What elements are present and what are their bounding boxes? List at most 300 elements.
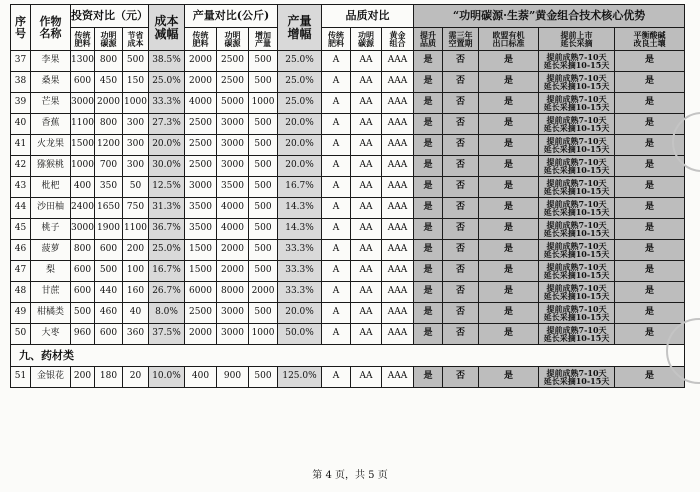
cell-crop: 菠萝 bbox=[31, 240, 71, 261]
cell-eu: 是 bbox=[479, 282, 539, 303]
cell-improve: 是 bbox=[414, 219, 443, 240]
cell-soil: 是 bbox=[615, 72, 685, 93]
cell-improve: 是 bbox=[414, 72, 443, 93]
cell-trad: 960 bbox=[71, 324, 95, 345]
cell-y-add: 500 bbox=[249, 177, 278, 198]
cell-idle: 否 bbox=[443, 177, 479, 198]
cell-soil: 是 bbox=[615, 51, 685, 72]
header-cost-reduction: 成本 减幅 bbox=[149, 5, 185, 51]
cell-eu: 是 bbox=[479, 261, 539, 282]
cell-eu: 是 bbox=[479, 156, 539, 177]
cell-no: 40 bbox=[11, 114, 31, 135]
cell-q-gold: AAA bbox=[382, 156, 414, 177]
cell-early: 提前成熟7-10天 延长采摘10-15天 bbox=[539, 282, 615, 303]
cell-q-gm: AA bbox=[351, 93, 382, 114]
table-row bbox=[11, 282, 685, 303]
cell-q-gm: AA bbox=[351, 367, 382, 388]
cell-gm: 1650 bbox=[95, 198, 123, 219]
cell-q-gm: AA bbox=[351, 51, 382, 72]
cell-trad: 1100 bbox=[71, 114, 95, 135]
table-row bbox=[11, 303, 685, 324]
cell-save: 40 bbox=[123, 303, 149, 324]
comparison-table bbox=[10, 4, 685, 388]
cell-soil: 是 bbox=[615, 135, 685, 156]
cell-save: 500 bbox=[123, 51, 149, 72]
cell-y-gm: 4000 bbox=[217, 219, 249, 240]
cell-q-trad: A bbox=[322, 93, 351, 114]
cell-gm: 2000 bbox=[95, 93, 123, 114]
header-quality-gold: 黄金 组合 bbox=[382, 28, 414, 51]
cell-save: 1000 bbox=[123, 93, 149, 114]
cell-improve: 是 bbox=[414, 198, 443, 219]
cell-q-gm: AA bbox=[351, 324, 382, 345]
cell-y-inc: 20.0% bbox=[278, 156, 322, 177]
cell-q-gm: AA bbox=[351, 135, 382, 156]
cell-soil: 是 bbox=[615, 156, 685, 177]
cell-q-trad: A bbox=[322, 72, 351, 93]
cell-idle: 否 bbox=[443, 303, 479, 324]
cell-early: 提前成熟7-10天 延长采摘10-15天 bbox=[539, 135, 615, 156]
cell-y-gm: 3000 bbox=[217, 324, 249, 345]
cell-y-trad: 2500 bbox=[185, 114, 217, 135]
cell-save: 100 bbox=[123, 261, 149, 282]
cell-soil: 是 bbox=[615, 219, 685, 240]
table-row bbox=[11, 156, 685, 177]
cell-trad: 800 bbox=[71, 240, 95, 261]
cell-q-trad: A bbox=[322, 135, 351, 156]
cell-y-trad: 4000 bbox=[185, 93, 217, 114]
cell-y-trad: 2000 bbox=[185, 324, 217, 345]
cell-gm: 800 bbox=[95, 114, 123, 135]
cell-soil: 是 bbox=[615, 367, 685, 388]
cell-early: 提前成熟7-10天 延长采摘10-15天 bbox=[539, 177, 615, 198]
cell-idle: 否 bbox=[443, 51, 479, 72]
cell-no: 51 bbox=[11, 367, 31, 388]
cell-y-gm: 900 bbox=[217, 367, 249, 388]
cell-gm: 500 bbox=[95, 261, 123, 282]
cell-improve: 是 bbox=[414, 177, 443, 198]
cell-improve: 是 bbox=[414, 282, 443, 303]
cell-y-gm: 5000 bbox=[217, 93, 249, 114]
cell-eu: 是 bbox=[479, 135, 539, 156]
cell-reduce: 16.7% bbox=[149, 261, 185, 282]
cell-y-inc: 14.3% bbox=[278, 219, 322, 240]
cell-q-gold: AAA bbox=[382, 282, 414, 303]
cell-reduce: 33.3% bbox=[149, 93, 185, 114]
cell-q-trad: A bbox=[322, 156, 351, 177]
cell-y-add: 500 bbox=[249, 51, 278, 72]
table-row bbox=[11, 261, 685, 282]
cell-q-gold: AAA bbox=[382, 51, 414, 72]
cell-idle: 否 bbox=[443, 198, 479, 219]
header-quality-trad: 传统 肥料 bbox=[322, 28, 351, 51]
cell-save: 300 bbox=[123, 156, 149, 177]
cell-no: 39 bbox=[11, 93, 31, 114]
cell-y-inc: 25.0% bbox=[278, 51, 322, 72]
header-adv-idle: 需三年 空置期 bbox=[443, 28, 479, 51]
cell-early: 提前成熟7-10天 延长采摘10-15天 bbox=[539, 303, 615, 324]
cell-reduce: 31.3% bbox=[149, 198, 185, 219]
cell-q-trad: A bbox=[322, 51, 351, 72]
cell-y-add: 500 bbox=[249, 198, 278, 219]
cell-improve: 是 bbox=[414, 240, 443, 261]
cell-q-gold: AAA bbox=[382, 114, 414, 135]
header-row-2 bbox=[11, 28, 685, 51]
cell-no: 49 bbox=[11, 303, 31, 324]
cell-soil: 是 bbox=[615, 114, 685, 135]
cell-reduce: 25.0% bbox=[149, 72, 185, 93]
cell-reduce: 12.5% bbox=[149, 177, 185, 198]
cell-soil: 是 bbox=[615, 177, 685, 198]
cell-eu: 是 bbox=[479, 367, 539, 388]
cell-y-add: 500 bbox=[249, 240, 278, 261]
cell-y-add: 500 bbox=[249, 303, 278, 324]
cell-q-gm: AA bbox=[351, 156, 382, 177]
cell-trad: 1300 bbox=[71, 51, 95, 72]
cell-y-inc: 25.0% bbox=[278, 93, 322, 114]
cell-q-gm: AA bbox=[351, 261, 382, 282]
cell-y-trad: 2500 bbox=[185, 135, 217, 156]
cell-idle: 否 bbox=[443, 114, 479, 135]
cell-y-gm: 8000 bbox=[217, 282, 249, 303]
cell-save: 300 bbox=[123, 135, 149, 156]
cell-save: 160 bbox=[123, 282, 149, 303]
cell-gm: 460 bbox=[95, 303, 123, 324]
cell-idle: 否 bbox=[443, 282, 479, 303]
cell-trad: 3000 bbox=[71, 219, 95, 240]
cell-soil: 是 bbox=[615, 303, 685, 324]
cell-early: 提前成熟7-10天 延长采摘10-15天 bbox=[539, 219, 615, 240]
cell-early: 提前成熟7-10天 延长采摘10-15天 bbox=[539, 93, 615, 114]
cell-gm: 1200 bbox=[95, 135, 123, 156]
cell-y-inc: 20.0% bbox=[278, 303, 322, 324]
table-row bbox=[11, 219, 685, 240]
cell-trad: 600 bbox=[71, 282, 95, 303]
cell-y-gm: 3000 bbox=[217, 303, 249, 324]
cell-q-gm: AA bbox=[351, 198, 382, 219]
cell-q-gold: AAA bbox=[382, 303, 414, 324]
cell-y-trad: 2000 bbox=[185, 72, 217, 93]
cell-gm: 600 bbox=[95, 240, 123, 261]
cell-eu: 是 bbox=[479, 219, 539, 240]
cell-save: 20 bbox=[123, 367, 149, 388]
header-invest: 投资对比（元） bbox=[71, 5, 149, 28]
cell-improve: 是 bbox=[414, 114, 443, 135]
cell-crop: 甘蔗 bbox=[31, 282, 71, 303]
cell-reduce: 10.0% bbox=[149, 367, 185, 388]
cell-q-trad: A bbox=[322, 198, 351, 219]
cell-y-gm: 3000 bbox=[217, 135, 249, 156]
cell-gm: 700 bbox=[95, 156, 123, 177]
cell-eu: 是 bbox=[479, 198, 539, 219]
cell-q-gm: AA bbox=[351, 282, 382, 303]
cell-y-inc: 20.0% bbox=[278, 114, 322, 135]
cell-trad: 500 bbox=[71, 303, 95, 324]
cell-save: 200 bbox=[123, 240, 149, 261]
cell-q-gold: AAA bbox=[382, 93, 414, 114]
cell-idle: 否 bbox=[443, 324, 479, 345]
cell-trad: 200 bbox=[71, 367, 95, 388]
cell-y-trad: 3500 bbox=[185, 198, 217, 219]
cell-early: 提前成熟7-10天 延长采摘10-15天 bbox=[539, 72, 615, 93]
cell-y-inc: 33.3% bbox=[278, 261, 322, 282]
cell-eu: 是 bbox=[479, 114, 539, 135]
header-invest-trad: 传统 肥料 bbox=[71, 28, 95, 51]
cell-soil: 是 bbox=[615, 324, 685, 345]
cell-y-gm: 2000 bbox=[217, 240, 249, 261]
cell-gm: 180 bbox=[95, 367, 123, 388]
header-crop: 作物 名称 bbox=[31, 5, 71, 51]
cell-no: 48 bbox=[11, 282, 31, 303]
header-yield-gm: 功明 碳源 bbox=[217, 28, 249, 51]
cell-y-trad: 3000 bbox=[185, 177, 217, 198]
cell-y-add: 1000 bbox=[249, 93, 278, 114]
cell-gm: 450 bbox=[95, 72, 123, 93]
cell-q-trad: A bbox=[322, 367, 351, 388]
cell-y-inc: 14.3% bbox=[278, 198, 322, 219]
cell-q-trad: A bbox=[322, 219, 351, 240]
cell-improve: 是 bbox=[414, 93, 443, 114]
cell-no: 47 bbox=[11, 261, 31, 282]
cell-gm: 800 bbox=[95, 51, 123, 72]
cell-y-trad: 400 bbox=[185, 367, 217, 388]
cell-gm: 600 bbox=[95, 324, 123, 345]
cell-no: 38 bbox=[11, 72, 31, 93]
cell-crop: 沙田柚 bbox=[31, 198, 71, 219]
cell-q-gold: AAA bbox=[382, 367, 414, 388]
cell-idle: 否 bbox=[443, 93, 479, 114]
cell-no: 44 bbox=[11, 198, 31, 219]
cell-improve: 是 bbox=[414, 303, 443, 324]
header-advantage: “功明碳源·生萘”黄金组合技术核心优势 bbox=[414, 5, 685, 28]
cell-early: 提前成熟7-10天 延长采摘10-15天 bbox=[539, 114, 615, 135]
cell-reduce: 27.3% bbox=[149, 114, 185, 135]
cell-y-add: 500 bbox=[249, 219, 278, 240]
cell-q-trad: A bbox=[322, 324, 351, 345]
header-yield-increase: 产量 增幅 bbox=[278, 5, 322, 51]
cell-y-inc: 20.0% bbox=[278, 135, 322, 156]
cell-crop: 梨 bbox=[31, 261, 71, 282]
cell-q-gold: AAA bbox=[382, 324, 414, 345]
cell-gm: 1900 bbox=[95, 219, 123, 240]
cell-y-trad: 2500 bbox=[185, 303, 217, 324]
cell-crop: 金银花 bbox=[31, 367, 71, 388]
header-quality-gm: 功明 碳源 bbox=[351, 28, 382, 51]
header-yield-trad: 传统 肥料 bbox=[185, 28, 217, 51]
cell-q-trad: A bbox=[322, 177, 351, 198]
cell-trad: 600 bbox=[71, 261, 95, 282]
cell-y-add: 500 bbox=[249, 114, 278, 135]
cell-crop: 桃子 bbox=[31, 219, 71, 240]
cell-improve: 是 bbox=[414, 324, 443, 345]
header-quality: 品质对比 bbox=[322, 5, 414, 28]
cell-y-gm: 3000 bbox=[217, 114, 249, 135]
cell-early: 提前成熟7-10天 延长采摘10-15天 bbox=[539, 156, 615, 177]
cell-soil: 是 bbox=[615, 261, 685, 282]
cell-reduce: 36.7% bbox=[149, 219, 185, 240]
cell-trad: 600 bbox=[71, 72, 95, 93]
cell-q-gold: AAA bbox=[382, 135, 414, 156]
table-row bbox=[11, 114, 685, 135]
cell-y-add: 500 bbox=[249, 72, 278, 93]
cell-q-trad: A bbox=[322, 240, 351, 261]
cell-save: 360 bbox=[123, 324, 149, 345]
cell-no: 41 bbox=[11, 135, 31, 156]
cell-early: 提前成熟7-10天 延长采摘10-15天 bbox=[539, 198, 615, 219]
table-row bbox=[11, 240, 685, 261]
cell-idle: 否 bbox=[443, 135, 479, 156]
cell-eu: 是 bbox=[479, 177, 539, 198]
cell-y-gm: 3500 bbox=[217, 177, 249, 198]
cell-y-inc: 50.0% bbox=[278, 324, 322, 345]
cell-idle: 否 bbox=[443, 72, 479, 93]
table-row bbox=[11, 177, 685, 198]
cell-crop: 香蕉 bbox=[31, 114, 71, 135]
header-adv-early: 提前上市 延长采摘 bbox=[539, 28, 615, 51]
cell-q-trad: A bbox=[322, 261, 351, 282]
cell-trad: 1000 bbox=[71, 156, 95, 177]
cell-save: 300 bbox=[123, 114, 149, 135]
cell-q-gm: AA bbox=[351, 72, 382, 93]
cell-eu: 是 bbox=[479, 93, 539, 114]
cell-y-add: 500 bbox=[249, 261, 278, 282]
cell-reduce: 26.7% bbox=[149, 282, 185, 303]
cell-y-gm: 3000 bbox=[217, 156, 249, 177]
header-adv-eu: 欧盟有机 出口标准 bbox=[479, 28, 539, 51]
cell-q-trad: A bbox=[322, 114, 351, 135]
cell-no: 50 bbox=[11, 324, 31, 345]
cell-y-add: 500 bbox=[249, 156, 278, 177]
cell-y-gm: 4000 bbox=[217, 198, 249, 219]
cell-improve: 是 bbox=[414, 261, 443, 282]
cell-y-trad: 2500 bbox=[185, 156, 217, 177]
header-row-1 bbox=[11, 5, 685, 28]
cell-crop: 柑橘类 bbox=[31, 303, 71, 324]
cell-soil: 是 bbox=[615, 282, 685, 303]
cell-q-gold: AAA bbox=[382, 240, 414, 261]
header-yield: 产量对比(公斤) bbox=[185, 5, 278, 28]
cell-eu: 是 bbox=[479, 303, 539, 324]
cell-early: 提前成熟7-10天 延长采摘10-15天 bbox=[539, 51, 615, 72]
cell-eu: 是 bbox=[479, 51, 539, 72]
cell-y-inc: 125.0% bbox=[278, 367, 322, 388]
cell-idle: 否 bbox=[443, 261, 479, 282]
cell-soil: 是 bbox=[615, 240, 685, 261]
cell-y-trad: 2000 bbox=[185, 51, 217, 72]
cell-q-gold: AAA bbox=[382, 72, 414, 93]
cell-early: 提前成熟7-10天 延长采摘10-15天 bbox=[539, 324, 615, 345]
cell-reduce: 38.5% bbox=[149, 51, 185, 72]
table-row bbox=[11, 324, 685, 345]
cell-y-inc: 25.0% bbox=[278, 72, 322, 93]
cell-crop: 桑果 bbox=[31, 72, 71, 93]
cell-eu: 是 bbox=[479, 72, 539, 93]
header-invest-gm: 功明 碳源 bbox=[95, 28, 123, 51]
section-title: 九、药材类 bbox=[11, 345, 685, 367]
cell-trad: 3000 bbox=[71, 93, 95, 114]
cell-q-gold: AAA bbox=[382, 177, 414, 198]
cell-trad: 1500 bbox=[71, 135, 95, 156]
cell-no: 43 bbox=[11, 177, 31, 198]
cell-no: 42 bbox=[11, 156, 31, 177]
header-adv-improve: 提升 品质 bbox=[414, 28, 443, 51]
header-seq: 序 号 bbox=[11, 5, 31, 51]
cell-soil: 是 bbox=[615, 93, 685, 114]
cell-reduce: 8.0% bbox=[149, 303, 185, 324]
cell-improve: 是 bbox=[414, 367, 443, 388]
table-row bbox=[11, 51, 685, 72]
cell-y-add: 500 bbox=[249, 367, 278, 388]
cell-y-gm: 2500 bbox=[217, 72, 249, 93]
cell-y-inc: 33.3% bbox=[278, 282, 322, 303]
cell-save: 150 bbox=[123, 72, 149, 93]
cell-gm: 440 bbox=[95, 282, 123, 303]
cell-y-gm: 2000 bbox=[217, 261, 249, 282]
cell-idle: 否 bbox=[443, 367, 479, 388]
cell-improve: 是 bbox=[414, 135, 443, 156]
cell-gm: 350 bbox=[95, 177, 123, 198]
cell-y-add: 500 bbox=[249, 135, 278, 156]
cell-reduce: 30.0% bbox=[149, 156, 185, 177]
cell-y-gm: 2500 bbox=[217, 51, 249, 72]
cell-eu: 是 bbox=[479, 324, 539, 345]
header-adv-soil: 平衡酸碱 改良土壤 bbox=[615, 28, 685, 51]
cell-no: 45 bbox=[11, 219, 31, 240]
cell-y-add: 2000 bbox=[249, 282, 278, 303]
cell-crop: 火龙果 bbox=[31, 135, 71, 156]
cell-idle: 否 bbox=[443, 240, 479, 261]
cell-soil: 是 bbox=[615, 198, 685, 219]
cell-eu: 是 bbox=[479, 240, 539, 261]
cell-q-trad: A bbox=[322, 303, 351, 324]
cell-save: 1100 bbox=[123, 219, 149, 240]
table-row bbox=[11, 93, 685, 114]
cell-y-trad: 6000 bbox=[185, 282, 217, 303]
cell-q-gm: AA bbox=[351, 303, 382, 324]
cell-no: 37 bbox=[11, 51, 31, 72]
cell-improve: 是 bbox=[414, 51, 443, 72]
cell-y-trad: 3500 bbox=[185, 219, 217, 240]
cell-save: 750 bbox=[123, 198, 149, 219]
cell-trad: 400 bbox=[71, 177, 95, 198]
cell-y-trad: 1500 bbox=[185, 240, 217, 261]
cell-q-gold: AAA bbox=[382, 261, 414, 282]
cell-reduce: 20.0% bbox=[149, 135, 185, 156]
cell-reduce: 37.5% bbox=[149, 324, 185, 345]
cell-y-trad: 1500 bbox=[185, 261, 217, 282]
section-row bbox=[11, 345, 685, 367]
cell-crop: 大枣 bbox=[31, 324, 71, 345]
cell-trad: 2400 bbox=[71, 198, 95, 219]
cell-crop: 枇杷 bbox=[31, 177, 71, 198]
cell-crop: 芒果 bbox=[31, 93, 71, 114]
cell-q-gm: AA bbox=[351, 240, 382, 261]
table-row bbox=[11, 72, 685, 93]
cell-improve: 是 bbox=[414, 156, 443, 177]
cell-crop: 猕猴桃 bbox=[31, 156, 71, 177]
page-footer: 第 4 页，共 5 页 bbox=[312, 470, 388, 481]
header-yield-add: 增加 产量 bbox=[249, 28, 278, 51]
cell-reduce: 25.0% bbox=[149, 240, 185, 261]
cell-y-inc: 33.3% bbox=[278, 240, 322, 261]
table-row bbox=[11, 198, 685, 219]
cell-idle: 否 bbox=[443, 219, 479, 240]
cell-q-gm: AA bbox=[351, 219, 382, 240]
cell-save: 50 bbox=[123, 177, 149, 198]
cell-idle: 否 bbox=[443, 156, 479, 177]
table-row bbox=[11, 367, 685, 388]
cell-y-add: 1000 bbox=[249, 324, 278, 345]
